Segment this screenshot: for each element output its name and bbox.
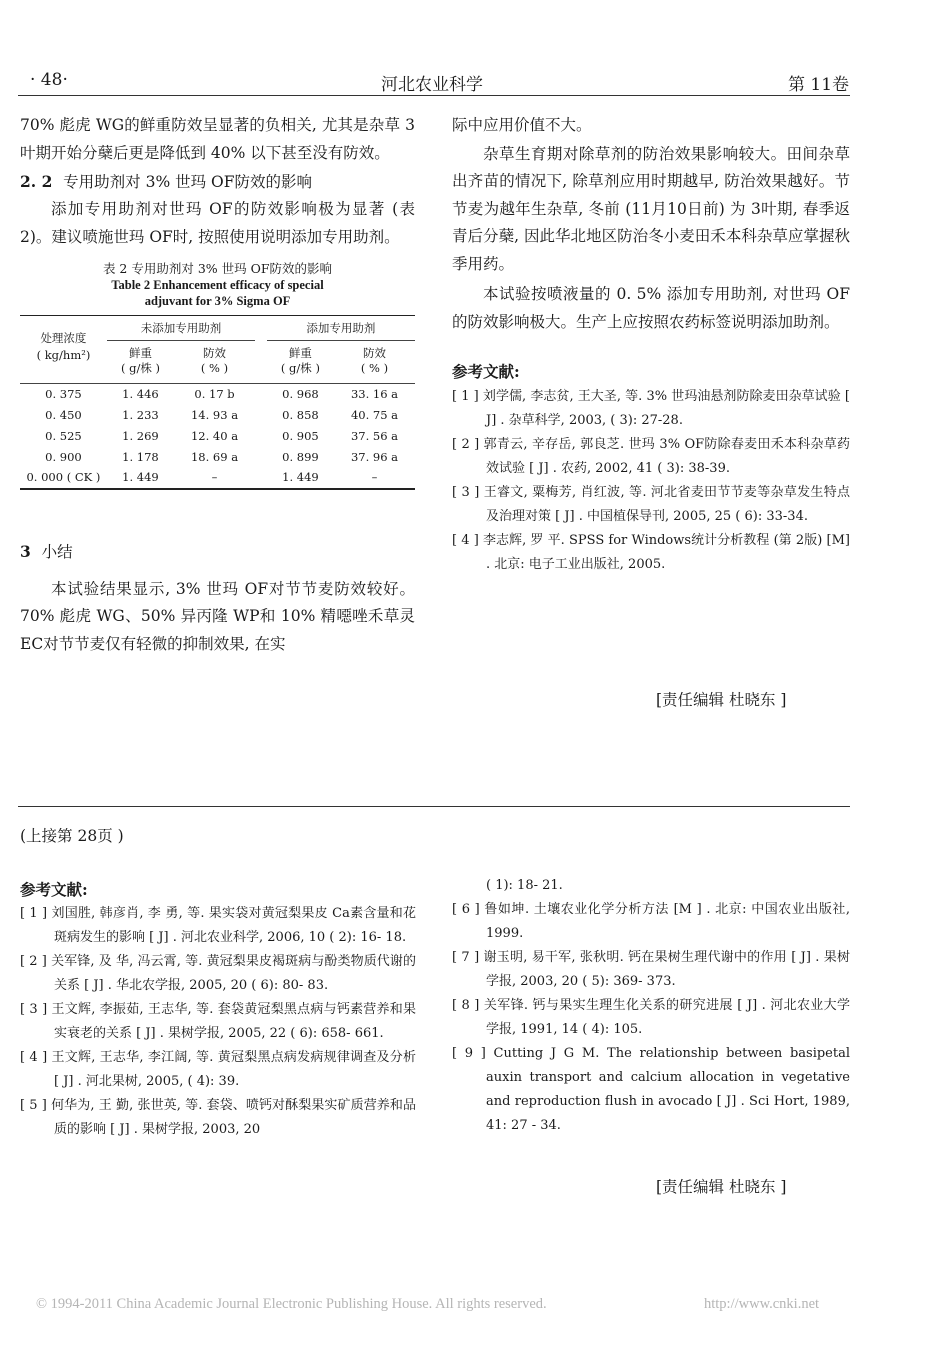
section-3-number: 3 [20, 541, 31, 561]
bottom-right-column [452, 874, 850, 1138]
journal-title: 河北农业科学 [381, 75, 483, 95]
sub-eff: 防效 [203, 345, 227, 360]
table-caption-en-2: adjuvant for 3% Sigma OF [144, 294, 291, 308]
volume-label: 第 11卷 [788, 75, 850, 95]
table-cell: 1. 233 [122, 407, 159, 422]
table-cell: – [211, 470, 218, 485]
reference-item: [ 4 ] 王文辉, 王志华, 李江阔, 等. 黄冠梨黑点病发病规律调查及分析 [ J] . 河北果树, 2005, ( 4): 39. [20, 1050, 416, 1089]
col-treatment-unit: ( kg/hm²) [36, 347, 91, 362]
right-paragraph-2: 杂草生育期对除草剂的防治效果影响较大。田间杂草出齐苗的情况下, 除草剂应用时期越早, 防治效果越好。节节麦为越年生杂草, 冬前 (11月10日前) 为 3叶期, 春季返青后分蘖, 因此华北地区防治冬小麦田禾本科杂草应掌握秋季用药。 [452, 144, 850, 273]
sub-weight: 鲜重 [128, 345, 152, 360]
reference-item: [ 2 ] 关军锋, 及 华, 冯云霄, 等. 黄冠梨果皮褐斑病与酚类物质代谢的关系 [ J] . 华北农学报, 2005, 20 ( 6): 80- 83. [20, 954, 416, 993]
reference-item: [ 6 ] 鲁如坤. 土壤农业化学分析方法 [M ] . 北京: 中国农业出版社, 1999. [452, 902, 850, 941]
table-cell: 1. 449 [122, 470, 159, 485]
table-caption-en-1: Table 2 Enhancement efficacy of special [111, 278, 324, 292]
table-cell: 18. 69 a [190, 449, 239, 464]
continued-note: (上接第 28页 ) [20, 827, 124, 845]
references-title: 参考文献: [20, 880, 88, 899]
reference-item: [ 2 ] 郭青云, 辛存岳, 郭良芝. 世玛 3% OF防除春麦田禾本科杂草药效试验 [ J] . 农药, 2002, 41 ( 3): 38-39. [452, 437, 850, 476]
reference-item: [ 3 ] 王睿文, 粟梅芳, 肖红波, 等. 河北省麦田节节麦等杂草发生特点及治理对策 [ J] . 中国植保导刊, 2005, 25 ( 6): 33-34. [452, 485, 850, 524]
table-cell: 37. 96 a [350, 449, 399, 464]
table-cell: 12. 40 a [190, 428, 239, 443]
section-3-title: 小结 [41, 542, 73, 561]
table-cell: 33. 16 a [350, 386, 399, 401]
editor-credit-top: [责任编辑 杜晓东 ] [656, 691, 787, 709]
table-cell: – [371, 470, 378, 485]
page-number: · 48· [30, 70, 68, 90]
reference-item: [ 3 ] 王文辉, 李振茹, 王志华, 等. 套袋黄冠梨黑点病与钙素营养和果实衰老的关系 [ J] . 果树学报, 2005, 22 ( 6): 658- 661. [20, 1002, 416, 1041]
left-paragraph-2: 添加专用助剂对世玛 OF的防效影响极为显著 (表 2)。建议喷施世玛 OF时, 按照使用说明添加专用助剂。 [20, 200, 415, 246]
col-treatment: 处理浓度 [40, 330, 87, 345]
table-2-grid [20, 316, 415, 489]
sub-eff: 防效 [362, 345, 386, 360]
table-cell: 0. 899 [282, 449, 319, 464]
cnki-url[interactable]: http://www.cnki.net [704, 1296, 820, 1312]
sub-weight-unit: ( g/株 ) [120, 360, 160, 375]
table-row [20, 425, 415, 446]
right-paragraph-3: 本试验按喷液量的 0. 5% 添加专用助剂, 对世玛 OF的防效影响极大。生产上应按照农药标签说明添加助剂。 [452, 285, 850, 331]
sub-eff-unit: ( % ) [360, 360, 389, 375]
sub-weight-unit: ( g/株 ) [280, 360, 320, 375]
bottom-left-column [20, 878, 416, 1142]
sub-weight: 鲜重 [288, 345, 312, 360]
section-divider [18, 806, 850, 807]
table-cell: 0. 450 [45, 407, 82, 422]
group-without-adjuvant: 未添加专用助剂 [107, 316, 255, 340]
table-caption-cn: 表 2 专用助剂对 3% 世玛 OF防效的影响 [102, 261, 333, 276]
reference-item: [ 1 ] 刘学儒, 李志贫, 王大圣, 等. 3% 世玛油悬剂防除麦田杂草试验 [ J] . 杂草科学, 2003, ( 3): 27-28. [452, 389, 850, 428]
editor-credit-bottom: [责任编辑 杜晓东 ] [656, 1178, 787, 1196]
table-cell: 0. 968 [282, 386, 319, 401]
reference-continuation: ( 1): 18- 21. [486, 878, 563, 893]
reference-item: [ 9 ] Cutting J G M. The relationship between basipetal auxin transport and calcium allocation in vegetative and reproduction flush in avocado [ J] . Sci Hort, 1989, 41: 27 - 34. [452, 1046, 850, 1133]
right-paragraph-1: 际中应用价值不大。 [452, 116, 592, 134]
table-cell: 0. 525 [45, 428, 82, 443]
reference-list [20, 902, 416, 1142]
reference-item: [ 5 ] 何华为, 王 勤, 张世英, 等. 套袋、喷钙对酥梨果实矿质营养和品质的影响 [ J] . 果树学报, 2003, 20 [20, 1098, 416, 1137]
table-cell: 1. 269 [122, 428, 159, 443]
left-paragraph-1: 70% 彪虎 WG的鲜重防效呈显著的负相关, 尤其是杂草 3叶期开始分蘖后更是降低到 40% 以下甚至没有防效。 [20, 116, 415, 162]
table-cell: 14. 93 a [190, 407, 239, 422]
references-title: 参考文献: [452, 362, 520, 381]
left-column [20, 112, 415, 658]
table-cell: 0. 900 [45, 449, 82, 464]
sub-eff-unit: ( % ) [200, 360, 229, 375]
table-cell: 40. 75 a [350, 407, 399, 422]
table-cell: 0. 17 b [194, 386, 235, 401]
header-rule [18, 95, 850, 96]
reference-item: [ 4 ] 李志辉, 罗 平. SPSS for Windows统计分析教程 (第 2版) [M] . 北京: 电子工业出版社, 2005. [452, 533, 850, 572]
table-cell: 0. 375 [45, 386, 82, 401]
group-with-adjuvant: 添加专用助剂 [267, 316, 415, 340]
table-cell: 1. 449 [282, 470, 319, 485]
section-2-2-title: 专用助剂对 3% 世玛 OF防效的影响 [63, 173, 313, 191]
section-3-heading [20, 538, 415, 566]
reference-item: [ 7 ] 谢玉明, 易干军, 张秋明. 钙在果树生理代谢中的作用 [ J] . 果树学报, 2003, 20 ( 5): 369- 373. [452, 950, 850, 989]
table-2 [20, 261, 415, 490]
table-row [20, 383, 415, 404]
section-2-2-heading [20, 168, 415, 196]
section-2-2-number: 2. 2 [20, 172, 53, 191]
table-row [20, 404, 415, 425]
reference-item: [ 8 ] 关军锋. 钙与果实生理生化关系的研究进展 [ J] . 河北农业大学学报, 1991, 14 ( 4): 105. [452, 998, 850, 1037]
table-cell: 1. 178 [122, 449, 159, 464]
table-cell: 0. 000 ( CK ) [26, 470, 101, 485]
table-cell: 0. 858 [282, 407, 319, 422]
right-column [452, 112, 850, 577]
table-cell: 37. 56 a [350, 428, 399, 443]
table-cell: 0. 905 [282, 428, 319, 443]
left-paragraph-3: 本试验结果显示, 3% 世玛 OF对节节麦防效较好。70% 彪虎 WG、50% 异丙隆 WP和 10% 精噁唑禾草灵 EC对节节麦仅有轻微的抑制效果, 在实 [20, 579, 415, 653]
reference-item: [ 1 ] 刘国胜, 韩彦肖, 李 勇, 等. 果实袋对黄冠梨果皮 Ca素含量和花斑病发生的影响 [ J] . 河北农业科学, 2006, 10 ( 2): 16- 18. [20, 906, 416, 945]
table-cell: 1. 446 [122, 386, 159, 401]
reference-list [452, 385, 850, 577]
table-row [20, 467, 415, 488]
copyright-notice: © 1994-2011 China Academic Journal Electronic Publishing House. All rights reserved. [36, 1296, 547, 1312]
table-row [20, 446, 415, 467]
